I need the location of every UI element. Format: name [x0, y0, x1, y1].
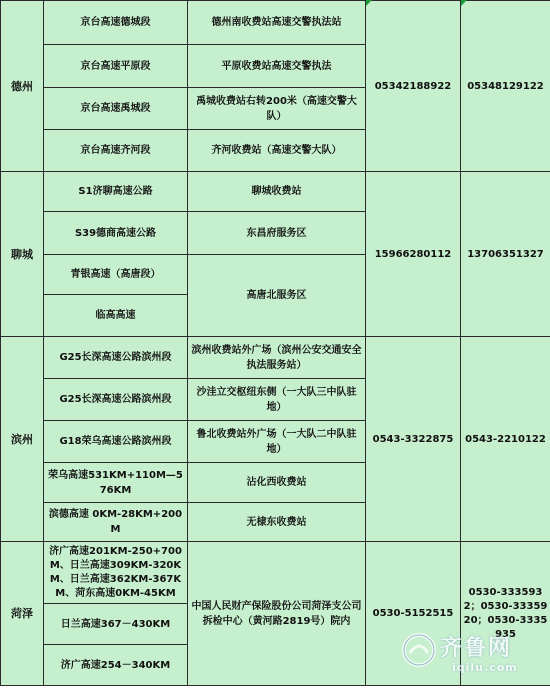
- road-cell: 日兰高速367－430KM: [44, 604, 188, 645]
- road-cell: G25长深高速公路滨州段: [44, 337, 188, 379]
- location-cell: 聊城收费站: [188, 172, 366, 212]
- road-cell: 济广高速254－340KM: [44, 645, 188, 686]
- location-cell: 禹城收费站右转200米（高速交警大队）: [188, 88, 366, 130]
- location-cell: 平原收费站高速交警执法: [188, 45, 366, 88]
- road-cell: 滨德高速 0KM-28KM+200M: [44, 503, 188, 542]
- road-cell: 京台高速德城段: [44, 1, 188, 45]
- location-cell: 滨州收费站外广场（滨州公安交通安全执法服务站）: [188, 337, 366, 379]
- watermark-text: 齐鲁网: [440, 636, 513, 661]
- road-cell: G18荣乌高速公路滨州段: [44, 421, 188, 463]
- table-row: [1, 1, 550, 45]
- road-cell: 京台高速平原段: [44, 45, 188, 88]
- region-cell-dezhou: 德州: [1, 1, 44, 172]
- road-cell: G25长深高速公路滨州段: [44, 379, 188, 421]
- road-cell: 济广高速201KM-250+700M、日兰高速309KM-320KM、日兰高速362KM-367KM、菏东高速0KM-45KM: [44, 542, 188, 604]
- road-cell: S1济聊高速公路: [44, 172, 188, 212]
- phone2-cell-liaocheng: 13706351327: [461, 172, 550, 337]
- phone1-cell-heze: 0530-5152515: [366, 542, 461, 686]
- location-cell-merged: 高唐北服务区: [188, 255, 366, 337]
- location-cell: 无棣东收费站: [188, 503, 366, 542]
- location-cell: 德州南收费站高速交警执法站: [188, 1, 366, 45]
- watermark: [400, 627, 530, 682]
- road-cell: S39德商高速公路: [44, 212, 188, 255]
- location-cell: 东昌府服务区: [188, 212, 366, 255]
- phone2-cell-dezhou: 05348129122: [461, 1, 550, 172]
- table-row: [1, 172, 550, 212]
- location-cell: 鲁北收费站外广场（一大队二中队驻地）: [188, 421, 366, 463]
- location-cell: 齐河收费站（高速交警大队）: [188, 130, 366, 172]
- region-cell-heze: 菏泽: [1, 542, 44, 686]
- phone1-cell-liaocheng: 15966280112: [366, 172, 461, 337]
- table-row: [1, 337, 550, 379]
- location-cell-merged: 中国人民财产保险股份公司菏泽支公司拆检中心（黄河路2819号）院内: [188, 542, 366, 686]
- road-cell: 荣乌高速531KM+110M—576KM: [44, 463, 188, 503]
- table-row: [1, 542, 550, 604]
- cell-indicator-icon: [366, 0, 372, 6]
- road-cell: 京台高速齐河段: [44, 130, 188, 172]
- phone2-cell-binzhou: 0543-2210122: [461, 337, 550, 542]
- phone2-cell-heze: 0530-3335932；0530-3335920；0530-3335935: [461, 542, 550, 686]
- watermark-logo-icon: [400, 631, 438, 669]
- cell-indicator-icon: [461, 0, 467, 6]
- phone1-cell-binzhou: 0543-3322875: [366, 337, 461, 542]
- road-cell: 京台高速禹城段: [44, 88, 188, 130]
- region-cell-liaocheng: 聊城: [1, 172, 44, 337]
- phone1-cell-dezhou: 05342188922: [366, 1, 461, 172]
- region-cell-binzhou: 滨州: [1, 337, 44, 542]
- road-cell: 临高高速: [44, 295, 188, 337]
- watermark-subtext: iqilu.com: [452, 661, 518, 674]
- location-cell: 沙洼立交枢纽东侧（一大队三中队驻地）: [188, 379, 366, 421]
- road-cell: 青银高速（高唐段）: [44, 255, 188, 295]
- location-cell: 沾化西收费站: [188, 463, 366, 503]
